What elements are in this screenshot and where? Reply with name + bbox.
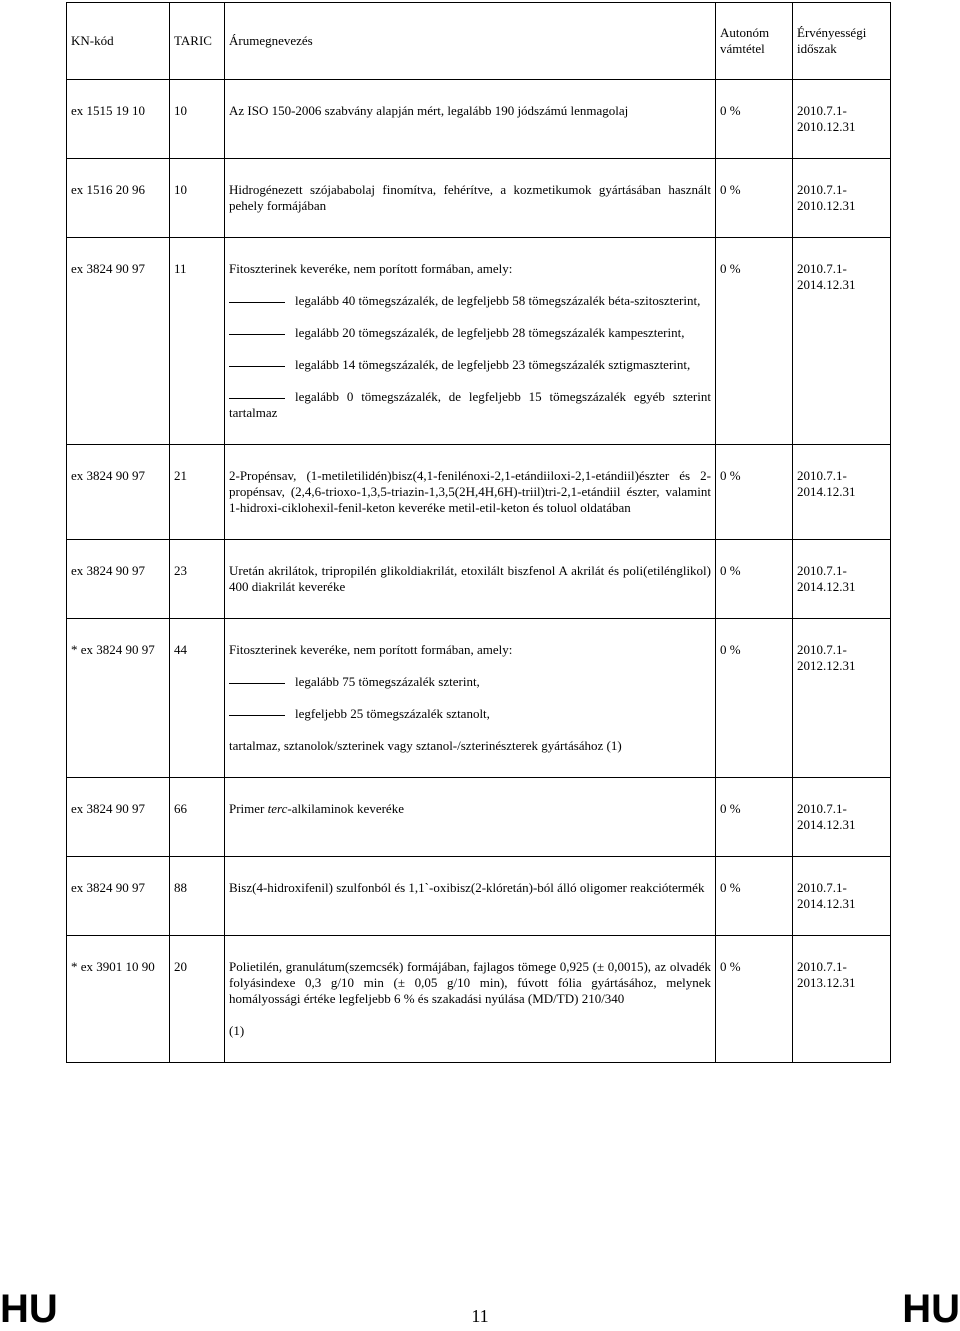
description-text: Polietilén, granulátum(szemcsék) formájában, fajlagos tömege 0,925 (± 0,0015), az olvadék folyásindexe 0,3 g/10 min (± 0,05 g/10 min), fúvott fólia gyártásához, melynek homályossági értéke legfeljebb 6 % és szakadási nyúlása (MD/TD) 210/340 xyxy=(229,959,711,1006)
taric-code: 23 xyxy=(174,563,187,578)
description-text: Primer xyxy=(229,801,268,816)
description-tail: tartalmaz, sztanolok/szterinek vagy sztanol-/szterinészterek gyártásához (1) xyxy=(229,738,622,753)
rate: 0 % xyxy=(720,642,741,657)
period-end: 2014.12.31 xyxy=(797,277,856,292)
list-item xyxy=(229,674,711,690)
rate: 0 % xyxy=(720,182,741,197)
dash-mark xyxy=(229,683,285,684)
kn-code: ex 3824 90 97 xyxy=(71,261,146,276)
table-row xyxy=(67,778,891,857)
language-code-left: HU xyxy=(0,1287,58,1331)
table-row xyxy=(67,936,891,1063)
period-start: 2010.7.1- xyxy=(797,468,847,483)
list-item-text: legalább 40 tömegszázalék, de legfeljebb 58 tömegszázalék béta-szitoszterint, xyxy=(295,293,701,308)
table-row xyxy=(67,445,891,540)
period-end: 2010.12.31 xyxy=(797,119,856,134)
description xyxy=(229,238,711,444)
period-end: 2014.12.31 xyxy=(797,484,856,499)
description: 2-Propénsav, (1-metiletilidén)bisz(4,1-fenilénoxi-2,1-etándiiloxi-2,1-etándiil)észter és 2-propénsav, (2,4,6-trioxo-1,3,5-triazin-1,3,5(2H,4H,6H)-triil)tri-2,1-etándiil észter, valamint 1-hidroxi-ciklohexil-fenil-keton keveréke metil-etil-keton és toluol oldatában xyxy=(229,468,711,515)
rate: 0 % xyxy=(720,880,741,895)
description: Uretán akrilátok, tripropilén glikoldiakrilát, etoxilált biszfenol A akrilát és poli(etilénglikol) 400 diakrilát keveréke xyxy=(229,563,711,594)
list-item-text: legalább 14 tömegszázalék, de legfeljebb 23 tömegszázalék sztigmaszterint, xyxy=(295,357,691,372)
list-item-text: legalább 75 tömegszázalék szterint, xyxy=(295,674,480,689)
description xyxy=(229,936,711,1062)
rate: 0 % xyxy=(720,468,741,483)
rate: 0 % xyxy=(720,801,741,816)
description: Hidrogénezett szójababolaj finomítva, fehérítve, a kozmetikumok gyártásában használt pehely formájában xyxy=(229,182,711,213)
period-start: 2010.7.1- xyxy=(797,261,847,276)
period-start: 2010.7.1- xyxy=(797,563,847,578)
description: Bisz(4-hidroxifenil) szulfonból és 1,1`-oxibisz(2-klóretán)-ból álló oligomer reakciótermék xyxy=(229,880,705,895)
kn-code: ex 3824 90 97 xyxy=(71,880,146,895)
kn-code: ex 1516 20 96 xyxy=(71,182,146,197)
period-end: 2014.12.31 xyxy=(797,817,856,832)
list-item-text: legfeljebb 25 tömegszázalék sztanolt, xyxy=(295,706,490,721)
kn-code: ex 3824 90 97 xyxy=(71,563,146,578)
taric-code: 11 xyxy=(174,261,187,276)
kn-code: ex 3824 90 97 xyxy=(71,468,146,483)
dash-mark xyxy=(229,302,285,303)
list-item xyxy=(229,357,711,373)
description-intro: Fitoszterinek keveréke, nem porított formában, amely: xyxy=(229,642,513,657)
table-row xyxy=(67,619,891,778)
validity-period xyxy=(797,159,886,237)
list-item xyxy=(229,389,711,421)
header-rate: Autonóm vámtétel xyxy=(716,3,793,80)
table-row xyxy=(67,238,891,445)
kn-code: ex 1515 19 10 xyxy=(71,103,146,118)
description-text: -alkilaminok keveréke xyxy=(287,801,404,816)
period-end: 2010.12.31 xyxy=(797,198,856,213)
rate: 0 % xyxy=(720,959,741,974)
period-start: 2010.7.1- xyxy=(797,880,847,895)
validity-period xyxy=(797,445,886,523)
period-start: 2010.7.1- xyxy=(797,959,847,974)
table-row xyxy=(67,857,891,936)
taric-code: 44 xyxy=(174,642,187,657)
footnote-ref: (1) xyxy=(229,1023,245,1038)
period-end: 2012.12.31 xyxy=(797,658,856,673)
kn-code: * ex 3901 10 90 xyxy=(71,959,155,974)
validity-period xyxy=(797,619,886,697)
table-row xyxy=(67,540,891,619)
description: Az ISO 150-2006 szabvány alapján mért, legalább 190 jódszámú lenmagolaj xyxy=(229,103,629,118)
taric-code: 66 xyxy=(174,801,187,816)
header-name: Árumegnevezés xyxy=(225,3,716,80)
validity-period xyxy=(797,80,886,158)
description xyxy=(229,619,711,777)
validity-period xyxy=(797,540,886,618)
validity-period xyxy=(797,936,886,1014)
period-end: 2013.12.31 xyxy=(797,975,856,990)
kn-code: * ex 3824 90 97 xyxy=(71,642,155,657)
table-row xyxy=(67,80,891,159)
language-code-right: HU xyxy=(902,1287,960,1331)
period-start: 2010.7.1- xyxy=(797,103,847,118)
period-start: 2010.7.1- xyxy=(797,801,847,816)
list-item xyxy=(229,325,711,341)
rate: 0 % xyxy=(720,563,741,578)
description-intro: Fitoszterinek keveréke, nem porított formában, amely: xyxy=(229,261,513,276)
taric-code: 10 xyxy=(174,103,187,118)
taric-code: 88 xyxy=(174,880,187,895)
description-italic-text: terc xyxy=(267,801,288,816)
list-item-text: legalább 0 tömegszázalék, de legfeljebb 15 tömegszázalék egyéb szterint tartalmaz xyxy=(229,389,711,420)
validity-period xyxy=(797,238,886,316)
list-item xyxy=(229,293,711,309)
validity-period xyxy=(797,857,886,935)
header-kn: KN-kód xyxy=(67,3,170,80)
list-item-text: legalább 20 tömegszázalék, de legfeljebb 28 tömegszázalék kampeszterint, xyxy=(295,325,685,340)
table-row xyxy=(67,159,891,238)
list-item xyxy=(229,706,711,722)
taric-code: 21 xyxy=(174,468,187,483)
rate: 0 % xyxy=(720,103,741,118)
period-end: 2014.12.31 xyxy=(797,579,856,594)
period-end: 2014.12.31 xyxy=(797,896,856,911)
header-taric: TARIC xyxy=(170,3,225,80)
period-start: 2010.7.1- xyxy=(797,642,847,657)
tariff-table xyxy=(66,2,891,1063)
period-start: 2010.7.1- xyxy=(797,182,847,197)
taric-code: 20 xyxy=(174,959,187,974)
kn-code: ex 3824 90 97 xyxy=(71,801,146,816)
page-number: 11 xyxy=(471,1306,489,1326)
dash-mark xyxy=(229,715,285,716)
taric-code: 10 xyxy=(174,182,187,197)
table-header-row xyxy=(67,3,891,80)
header-period: Érvényességi időszak xyxy=(793,3,891,80)
validity-period xyxy=(797,778,886,856)
dash-mark xyxy=(229,334,285,335)
dash-mark xyxy=(229,398,285,399)
rate: 0 % xyxy=(720,261,741,276)
description xyxy=(229,778,711,840)
dash-mark xyxy=(229,366,285,367)
